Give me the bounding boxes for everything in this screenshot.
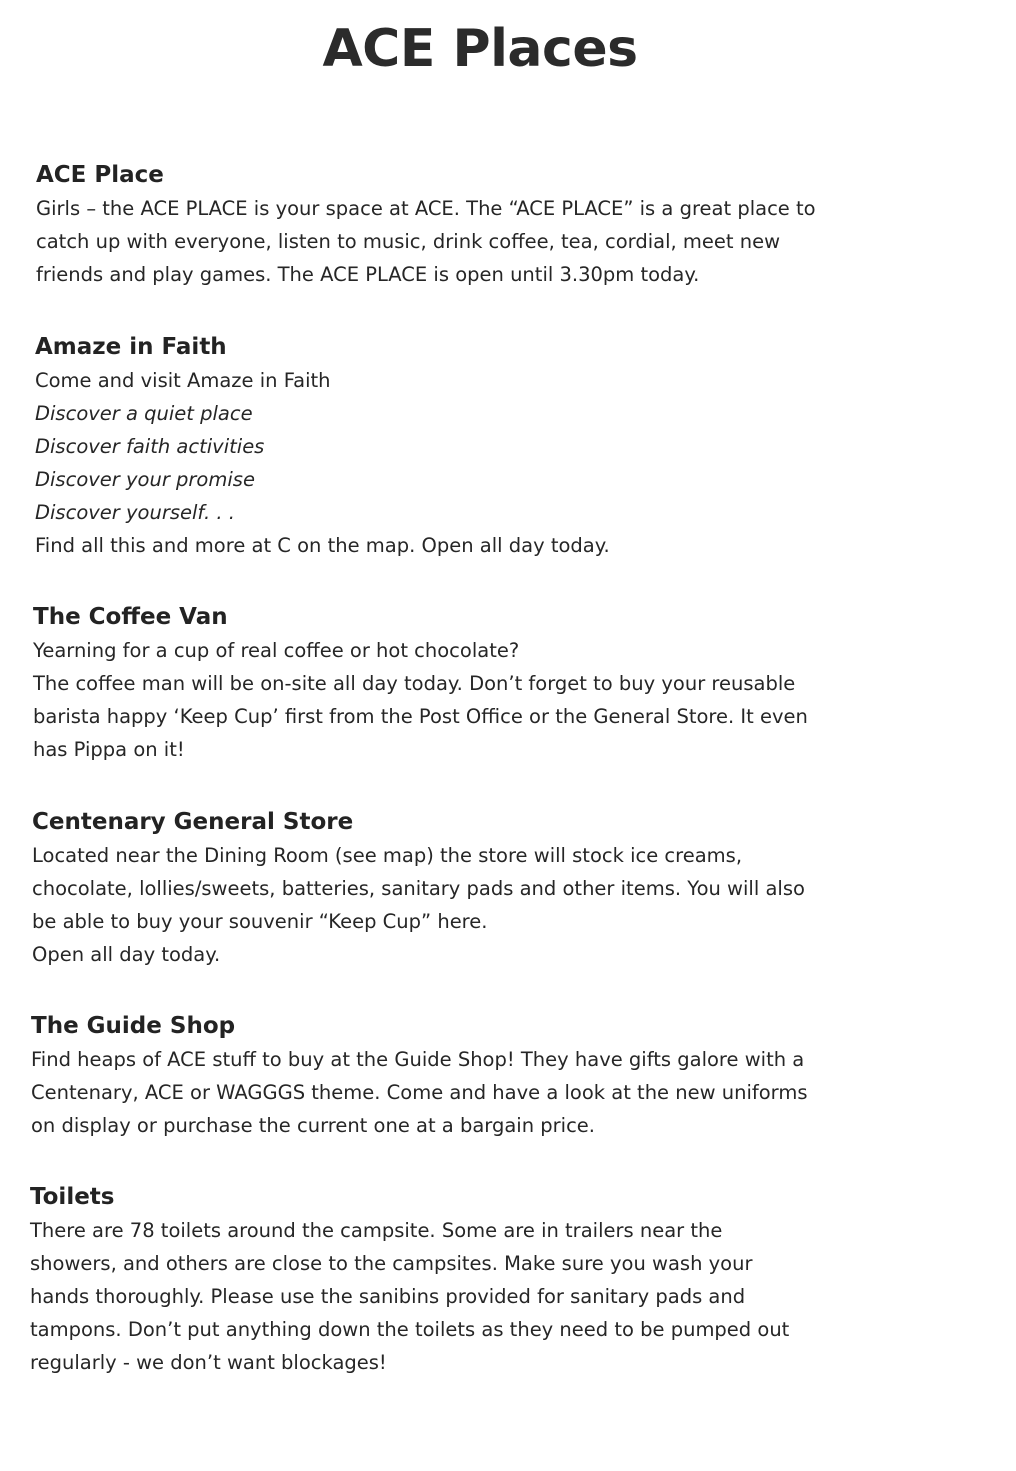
section-amaze-in-faith <box>35 330 975 562</box>
body-line: Open all day today. <box>32 943 221 966</box>
section-heading: The Guide Shop <box>31 1013 236 1039</box>
body-line: hands thoroughly. Please use the sanibins provided for sanitary pads and <box>30 1285 746 1308</box>
body-line: The coffee man will be on-site all day today. Don’t forget to buy your reusable <box>33 672 796 695</box>
page-title: ACE Places <box>322 19 638 79</box>
body-line: showers, and others are close to the campsites. Make sure you wash your <box>30 1252 753 1275</box>
body-line: Girls – the ACE PLACE is your space at ACE. The “ACE PLACE” is a great place to <box>36 197 816 220</box>
body-line: Find all this and more at C on the map. Open all day today. <box>35 534 610 557</box>
body-line: friends and play games. The ACE PLACE is open until 3.30pm today. <box>36 263 700 286</box>
section-ace-place <box>36 158 976 291</box>
body-line: Come and visit Amaze in Faith <box>35 369 331 392</box>
body-line: Yearning for a cup of real coffee or hot chocolate? <box>33 639 520 662</box>
section-coffee-van <box>33 600 973 766</box>
italic-line: Discover your promise <box>35 468 255 491</box>
body-line: catch up with everyone, listen to music, drink coffee, tea, cordial, meet new <box>36 230 781 253</box>
section-toilets <box>30 1180 970 1379</box>
section-general-store <box>32 805 972 971</box>
body-line: barista happy ‘Keep Cup’ first from the Post Office or the General Store. It even <box>33 705 808 728</box>
section-heading: The Coffee Van <box>33 604 228 630</box>
body-line: has Pippa on it! <box>33 738 185 761</box>
body-line: chocolate, lollies/sweets, batteries, sanitary pads and other items. You will also <box>32 877 805 900</box>
body-line: be able to buy your souvenir “Keep Cup” here. <box>32 910 488 933</box>
section-heading: Toilets <box>30 1184 115 1210</box>
italic-line: Discover a quiet place <box>35 402 253 425</box>
section-guide-shop <box>31 1009 971 1142</box>
body-line: There are 78 toilets around the campsite. Some are in trailers near the <box>30 1219 723 1242</box>
body-line: regularly - we don’t want blockages! <box>30 1351 387 1374</box>
section-heading: Amaze in Faith <box>35 334 227 360</box>
body-line: Located near the Dining Room (see map) the store will stock ice creams, <box>32 844 743 867</box>
section-heading: Centenary General Store <box>32 809 354 835</box>
body-line: Centenary, ACE or WAGGGS theme. Come and have a look at the new uniforms <box>31 1081 808 1104</box>
body-line: on display or purchase the current one at a bargain price. <box>31 1114 595 1137</box>
italic-line: Discover yourself. . . <box>35 501 235 524</box>
section-heading: ACE Place <box>36 162 164 188</box>
italic-line: Discover faith activities <box>35 435 265 458</box>
body-line: Find heaps of ACE stuff to buy at the Guide Shop! They have gifts galore with a <box>31 1048 805 1071</box>
body-line: tampons. Don’t put anything down the toilets as they need to be pumped out <box>30 1318 790 1341</box>
